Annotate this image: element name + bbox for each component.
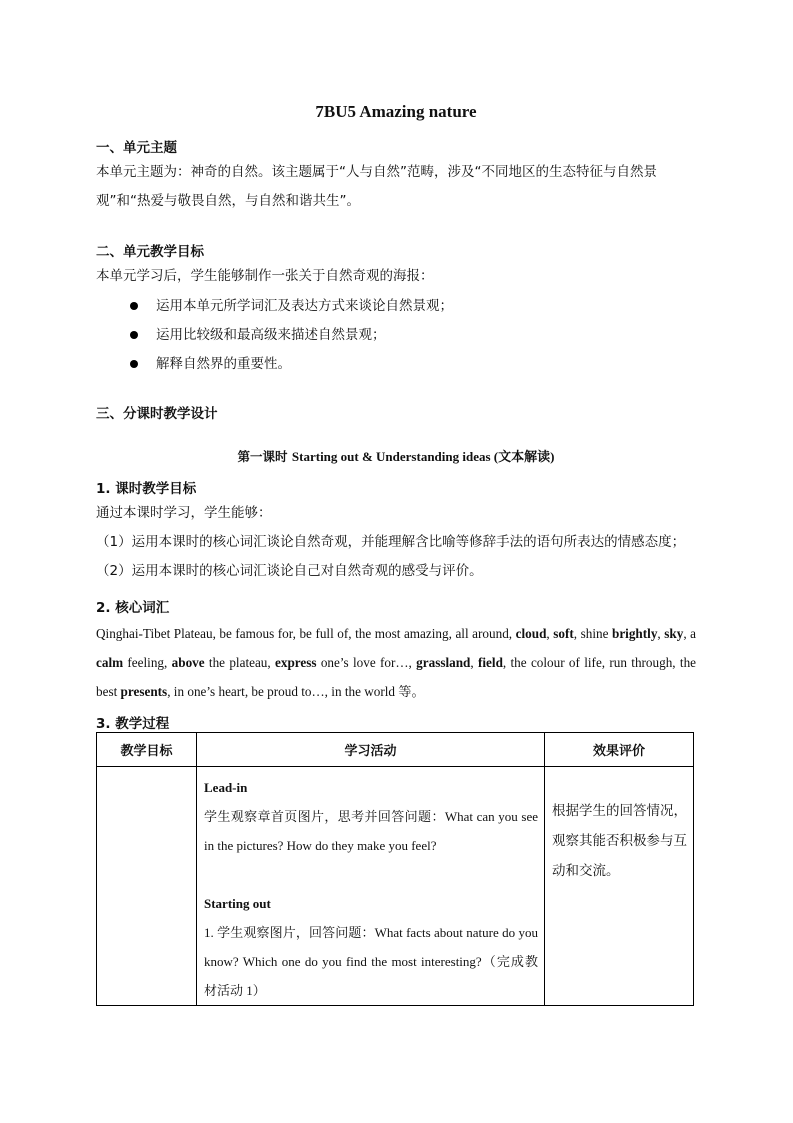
vocab-text: , — [546, 626, 554, 641]
document-title: 7BU5 Amazing nature — [315, 102, 477, 121]
starting-text: 1. 学生观察图片，回答问题：What facts about nature do you know? Which one do you find the most interesting?（完成教材活动 1） — [204, 925, 538, 998]
bullet-icon — [130, 302, 138, 310]
section2-heading: 二、单元教学目标 — [96, 244, 204, 260]
vocab-text: , shine — [573, 626, 612, 641]
vocab-keyword: above — [171, 655, 205, 670]
lesson-title-en: Starting out & Understanding ideas (文本解读) — [291, 449, 555, 464]
vocab-keyword: presents — [120, 684, 168, 699]
table-row — [97, 767, 694, 1006]
vocab-text: , a — [683, 626, 697, 641]
evaluation-cell — [545, 767, 694, 1006]
vocab-keyword: calm — [96, 655, 124, 670]
evaluation-text: 根据学生的回答情况，观察其能否积极参与互动和交流。 — [552, 803, 687, 879]
list-item: 运用比较级和最高级来描述自然景观； — [130, 321, 453, 350]
section1-heading: 一、单元主题 — [96, 140, 177, 156]
objectives-list — [130, 292, 453, 379]
goal-cell — [97, 767, 197, 1006]
bullet-icon — [130, 360, 138, 368]
vocab-heading: 2. 核心词汇 — [96, 600, 170, 616]
leadin-title: Lead-in — [204, 780, 248, 795]
goals-heading: 1. 课时教学目标 — [96, 481, 197, 497]
goal-item-1: （1）运用本课时的核心词汇谈论自然奇观，并能理解含比喻等修辞手法的语句所表达的情感态度； — [96, 534, 686, 550]
section3-heading: 三、分课时教学设计 — [96, 406, 218, 422]
vocab-keyword: grassland — [416, 655, 471, 670]
list-item: 解释自然界的重要性。 — [130, 350, 453, 379]
column-header: 学习活动 — [197, 733, 545, 767]
vocab-keyword: field — [478, 655, 503, 670]
activity-cell — [197, 767, 545, 1006]
vocab-paragraph — [96, 619, 696, 706]
goal-item-2: （2）运用本课时的核心词汇谈论自己对自然奇观的感受与评价。 — [96, 563, 483, 579]
vocab-text: , — [657, 626, 665, 641]
vocab-text: , — [470, 655, 478, 670]
vocab-keyword: soft — [553, 626, 574, 641]
starting-title: Starting out — [204, 896, 271, 911]
vocab-text: feeling, — [123, 655, 172, 670]
section2-intro: 本单元学习后，学生能够制作一张关于自然奇观的海报： — [96, 268, 434, 284]
vocab-keyword: express — [275, 655, 317, 670]
goals-intro: 通过本课时学习，学生能够： — [96, 505, 272, 521]
vocab-text: one’s love for…, — [316, 655, 417, 670]
teaching-process-table — [96, 732, 694, 1006]
table-header-row — [97, 733, 694, 767]
section1-line1: 本单元主题为：神奇的自然。该主题属于“人与自然”范畴，涉及“不同地区的生态特征与自然景 — [96, 164, 657, 180]
goals-block — [96, 499, 696, 586]
column-header: 教学目标 — [97, 733, 197, 767]
column-header: 效果评价 — [545, 733, 694, 767]
leadin-text: 学生观察章首页图片，思考并回答问题：What can you see in the pictures? How do they make you feel? — [204, 809, 538, 853]
vocab-text: Qinghai-Tibet Plateau, be famous for, be full of, the most amazing, all around, — [96, 626, 516, 641]
vocab-keyword: sky — [664, 626, 684, 641]
vocab-keyword: brightly — [611, 626, 658, 641]
list-item: 运用本单元所学词汇及表达方式来谈论自然景观； — [130, 292, 453, 321]
vocab-text: , in one’s heart, be proud to…, in the world 等。 — [167, 684, 425, 699]
vocab-text: , the colour of life, run through, the best — [96, 655, 697, 699]
process-heading: 3. 教学过程 — [96, 716, 170, 732]
section1-line2: 观”和“热爱与敬畏自然，与自然和谐共生”。 — [96, 193, 360, 209]
vocab-keyword: cloud — [515, 626, 547, 641]
lesson-title-cn: 第一课时 — [237, 449, 288, 464]
lesson-title — [96, 446, 696, 465]
vocab-text: the plateau, — [204, 655, 276, 670]
bullet-icon — [130, 331, 138, 339]
section1-paragraph — [96, 158, 696, 216]
